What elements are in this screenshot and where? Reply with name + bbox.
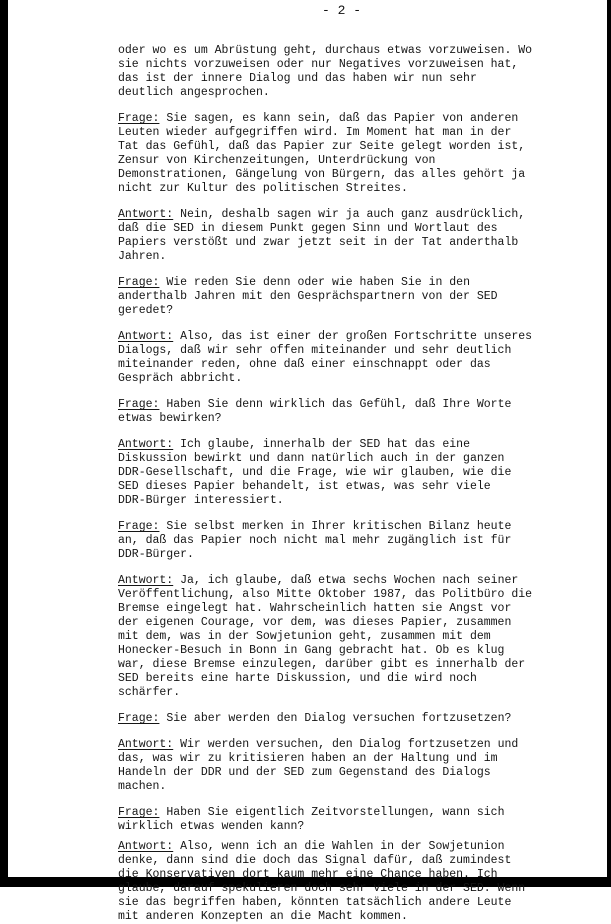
line-text: Zensur von Kirchenzeitungen, Unterdrückung von [118,154,436,167]
text-line [118,712,588,726]
line-text: miteinander reden, ohne daß einer einschnappt oder das [118,358,491,371]
speaker-label: Frage: [118,806,160,819]
line-text: Jahren. [118,250,167,263]
line-text: wirklich etwas wenden kann? [118,820,305,833]
text-line [118,780,588,794]
line-text: Wir werden versuchen, den Dialog fortzusetzen und [173,738,519,751]
line-text: Leuten wieder aufgegriffen wird. Im Moment hat man in der [118,126,512,139]
line-text: Also, wenn ich an die Wahlen in der Sowjetunion [173,840,505,853]
transcript-paragraph [118,712,588,726]
scan-border-left [0,0,8,887]
page-number: - 2 - [322,3,362,18]
line-text: der eigenen Courage, vor dem, was dieses Papier, zusammen [118,616,512,629]
line-text: Dialogs, daß wir sehr offen miteinander und sehr deutlich [118,344,512,357]
text-line [118,330,588,344]
line-text: sie das begriffen haben, könnten tatsächlich andere Leute [118,896,512,909]
speaker-label: Antwort: [118,330,174,343]
text-line [118,616,588,630]
line-text: das, was wir zu kritisieren haben an der Haltung und im [118,752,498,765]
text-line [118,290,588,304]
text-line [118,452,588,466]
text-line [118,896,588,910]
line-text: das ist der innere Dialog und das haben wir nun sehr [118,72,477,85]
line-text: Bremse eingelegt hat. Wahrscheinlich hatten sie Angst vor [118,602,512,615]
line-text: denke, dann sind die doch das Signal dafür, daß zumindest [118,854,512,867]
interview-transcript [118,44,588,924]
line-text: deutlich angesprochen. [118,86,270,99]
text-line [118,910,588,924]
text-line [118,806,588,820]
transcript-paragraph [118,112,588,196]
line-text: Gespräch abbricht. [118,372,243,385]
transcript-paragraph [118,520,588,562]
speaker-label: Frage: [118,112,160,125]
text-line [118,236,588,250]
text-line [118,58,588,72]
line-text: Diskussion bewirkt und dann natürlich auch in der ganzen [118,452,505,465]
text-line [118,358,588,372]
line-text: Nein, deshalb sagen wir ja auch ganz ausdrücklich, [173,208,526,221]
text-line [118,154,588,168]
line-text: mit anderen Konzepten an die Macht kommen. [118,910,408,923]
text-line [118,86,588,100]
speaker-label: Frage: [118,712,160,725]
text-line [118,182,588,196]
text-line [118,854,588,868]
text-line [118,72,588,86]
line-text: die Konservativen dort kaum mehr eine Chance haben. Ich [118,868,498,881]
line-text: daß die SED in diesem Punkt gegen Sinn und Wortlaut des [118,222,498,235]
line-text: Sie sagen, es kann sein, daß das Papier von anderen [159,112,519,125]
text-line [118,766,588,780]
text-line [118,208,588,222]
text-line [118,398,588,412]
transcript-paragraph [118,840,588,924]
text-line [118,466,588,480]
line-text: Sie selbst merken in Ihrer kritischen Bilanz heute [159,520,512,533]
text-line [118,658,588,672]
line-text: Haben Sie denn wirklich das Gefühl, daß Ihre Worte [159,398,512,411]
line-text: Wie reden Sie denn oder wie haben Sie in den [159,276,470,289]
speaker-label: Antwort: [118,438,174,451]
scan-border-right [607,0,611,887]
text-line [118,686,588,700]
transcript-paragraph [118,276,588,318]
text-line [118,276,588,290]
text-line [118,112,588,126]
speaker-label: Frage: [118,398,160,411]
text-line [118,168,588,182]
text-line [118,752,588,766]
line-text: Sie aber werden den Dialog versuchen fortzusetzen? [159,712,512,725]
line-text: Ja, ich glaube, daß etwa sechs Wochen nach seiner [173,574,519,587]
text-line [118,588,588,602]
text-line [118,630,588,644]
text-line [118,412,588,426]
text-line [118,44,588,58]
transcript-paragraph [118,574,588,700]
transcript-paragraph [118,44,588,100]
line-text: Handeln der DDR und der SED zum Gegenstand des Dialogs [118,766,491,779]
text-line [118,494,588,508]
line-text: sie nichts vorzuweisen oder nur Negatives vorzuweisen hat, [118,58,519,71]
text-line [118,480,588,494]
line-text: DDR-Bürger. [118,548,194,561]
text-line [118,672,588,686]
line-text: nicht zur Kultur des politischen Streites. [118,182,408,195]
line-text: anderthalb Jahren mit den Gesprächspartnern von der SED [118,290,498,303]
text-line [118,344,588,358]
line-text: mit dem, was in der Sowjetunion geht, zusammen mit dem [118,630,491,643]
text-line [118,820,588,834]
speaker-label: Frage: [118,276,160,289]
transcript-paragraph [118,398,588,426]
line-text: schärfer. [118,686,181,699]
line-text: an, daß das Papier noch nicht mal mehr zugänglich ist für [118,534,512,547]
line-text: war, diese Bremse einzulegen, darüber gibt es innerhalb der [118,658,526,671]
line-text: glaube, darauf spekulieren doch sehr viele in der SED. Wenn [118,882,526,895]
text-line [118,644,588,658]
text-line [118,534,588,548]
line-text: Ich glaube, innerhalb der SED hat das eine [173,438,470,451]
text-line [118,574,588,588]
text-line [118,840,588,854]
transcript-paragraph [118,208,588,264]
line-text: oder wo es um Abrüstung geht, durchaus etwas vorzuweisen. Wo [118,44,533,57]
line-text: Haben Sie eigentlich Zeitvorstellungen, wann sich [159,806,505,819]
text-line [118,222,588,236]
text-line [118,372,588,386]
text-line [118,602,588,616]
transcript-paragraph [118,738,588,794]
speaker-label: Antwort: [118,208,174,221]
line-text: Demonstrationen, Gängelung von Bürgern, das alles gehört ja [118,168,526,181]
line-text: Honecker-Besuch in Bonn in Gang gebracht hat. Ob es klug [118,644,505,657]
speaker-label: Antwort: [118,840,174,853]
text-line [118,548,588,562]
text-line [118,882,588,896]
text-line [118,304,588,318]
text-line [118,868,588,882]
line-text: Tat das Gefühl, daß das Papier zur Seite gelegt worden ist, [118,140,526,153]
text-line [118,126,588,140]
speaker-label: Antwort: [118,574,174,587]
text-line [118,520,588,534]
speaker-label: Frage: [118,520,160,533]
line-text: DDR-Gesellschaft, und die Frage, wie wir glauben, wie die [118,466,512,479]
text-line [118,250,588,264]
speaker-label: Antwort: [118,738,174,751]
line-text: etwas bewirken? [118,412,222,425]
line-text: DDR-Bürger interessiert. [118,494,284,507]
line-text: Veröffentlichung, also Mitte Oktober 1987, das Politbüro die [118,588,533,601]
line-text: geredet? [118,304,174,317]
transcript-paragraph [118,438,588,508]
text-line [118,438,588,452]
transcript-paragraph [118,806,588,834]
line-text: Papiers verstößt und zwar jetzt seit in der Tat anderthalb [118,236,519,249]
line-text: machen. [118,780,167,793]
transcript-paragraph [118,330,588,386]
text-line [118,140,588,154]
line-text: Also, das ist einer der großen Fortschritte unseres [173,330,533,343]
line-text: SED bereits eine harte Diskussion, und die wird noch [118,672,477,685]
line-text: SED dieses Papier behandelt, ist etwas, was sehr viele [118,480,491,493]
text-line [118,738,588,752]
